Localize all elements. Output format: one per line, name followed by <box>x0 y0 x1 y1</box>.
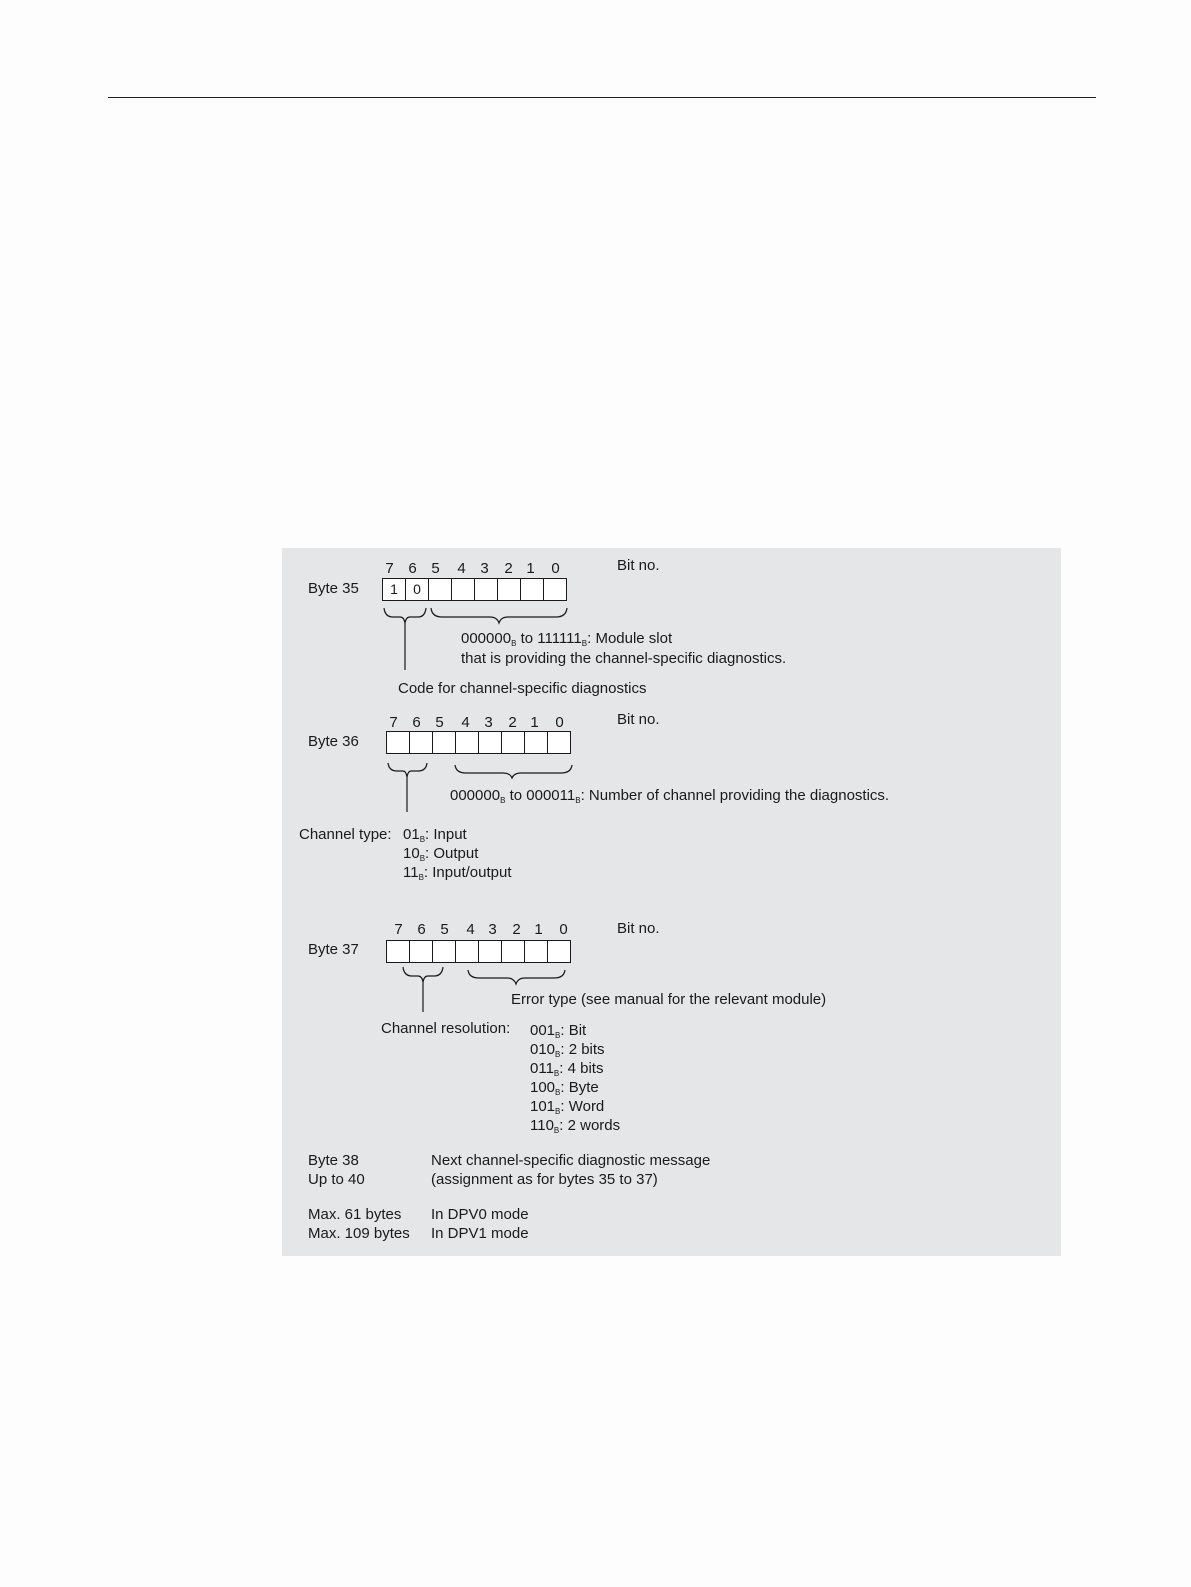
bit-number: 4 <box>466 921 475 938</box>
slot-range-text: $000000_B$ to $111111_B$: Module slot <box>461 630 673 648</box>
bit-number: 4 <box>461 714 470 731</box>
bit-number: 2 <box>504 560 513 577</box>
bit-cell: 0 <box>406 579 429 600</box>
bit-no-label: Bit no. <box>617 711 660 728</box>
channel-resolution-label: Channel resolution: <box>381 1020 511 1037</box>
resolution-item: $010_B$: 2 bits <box>530 1041 605 1059</box>
bit-cell: 1 <box>383 579 406 600</box>
bit-number: 6 <box>408 560 417 577</box>
bit-number: 5 <box>440 921 449 938</box>
bit-number: 4 <box>457 560 466 577</box>
bit-number: 5 <box>431 560 440 577</box>
bit-no-label: Bit no. <box>617 557 660 574</box>
max-61-label: Max. 61 bytes <box>308 1206 402 1223</box>
bit-number: 1 <box>530 714 539 731</box>
bit-number: 0 <box>555 714 564 731</box>
bit-number: 1 <box>526 560 535 577</box>
channel-type-label: Channel type: <box>299 826 392 843</box>
dpv0-mode-text: In DPV0 mode <box>431 1206 529 1223</box>
bit-number: 3 <box>488 921 497 938</box>
bit-number: 7 <box>389 714 398 731</box>
resolution-item: $101_B$: Word <box>530 1098 605 1116</box>
assignment-text: (assignment as for bytes 35 to 37) <box>431 1171 658 1188</box>
bit-number: 6 <box>417 921 426 938</box>
up-to-40-label: Up to 40 <box>308 1171 365 1188</box>
bit-number: 7 <box>385 560 394 577</box>
slot-desc-line2: that is providing the channel-specific diagnostics. <box>461 650 787 667</box>
bit-number: 2 <box>512 921 521 938</box>
byte38-label: Byte 38 <box>308 1152 359 1169</box>
resolution-item: $100_B$: Byte <box>530 1079 599 1097</box>
max-109-label: Max. 109 bytes <box>308 1225 410 1242</box>
bit-number: 0 <box>551 560 560 577</box>
dpv1-mode-text: In DPV1 mode <box>431 1225 529 1242</box>
resolution-item: $011_B$: 4 bits <box>530 1060 604 1078</box>
resolution-brace <box>403 967 443 982</box>
byte-label: Byte 37 <box>308 941 359 958</box>
byte-label: Byte 36 <box>308 733 359 750</box>
bit-number: 1 <box>534 921 543 938</box>
channel-type-item: $11_B$: Input/output <box>403 864 512 882</box>
channel-type-item: $01_B$: Input <box>403 826 467 844</box>
error-brace <box>468 970 565 984</box>
bit-number: 3 <box>484 714 493 731</box>
channel-range-text: $000000_B$ to $000011_B$: Number of channel providing the diagnostics. <box>450 787 890 805</box>
resolution-item: $001_B$: Bit <box>530 1022 587 1040</box>
code-desc: Code for channel-specific diagnostics <box>398 680 647 697</box>
bit-number: 5 <box>435 714 444 731</box>
byte-label: Byte 35 <box>308 580 359 597</box>
resolution-item: $110_B$: 2 words <box>530 1117 621 1135</box>
bit-no-label: Bit no. <box>617 920 660 937</box>
bit-number: 6 <box>412 714 421 731</box>
channel-type-item: $10_B$: Output <box>403 845 479 863</box>
bit-number: 2 <box>508 714 517 731</box>
bit-number: 0 <box>559 921 568 938</box>
bit-number: 7 <box>394 921 403 938</box>
bit-number: 3 <box>480 560 489 577</box>
error-type-desc: Error type (see manual for the relevant module) <box>511 991 827 1008</box>
next-message-text: Next channel-specific diagnostic message <box>431 1152 711 1169</box>
